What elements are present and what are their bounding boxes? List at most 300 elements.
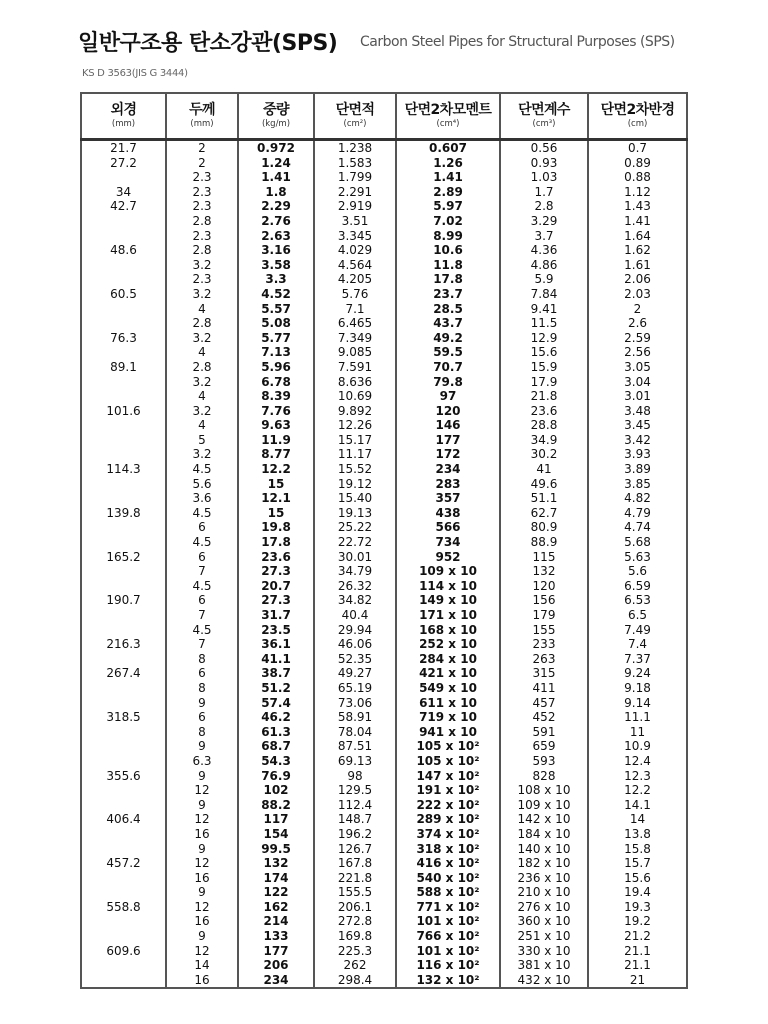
radius-cell: 12.4 [588,754,687,769]
weight-cell: 54.3 [238,754,314,769]
area-cell: 30.01 [314,550,396,565]
area-cell: 225.3 [314,944,396,959]
radius-cell: 3.89 [588,462,687,477]
table-row [81,842,687,857]
area-cell: 69.13 [314,754,396,769]
moment-cell: 611 x 10 [396,696,500,711]
radius-cell: 6.5 [588,608,687,623]
modulus-cell: 15.6 [500,345,588,360]
thickness-cell: 9 [166,769,238,784]
moment-cell: 2.89 [396,185,500,200]
thickness-cell: 3.2 [166,331,238,346]
radius-cell: 12.3 [588,769,687,784]
table-row [81,739,687,754]
outer-diameter-cell [81,623,166,638]
weight-cell: 27.3 [238,593,314,608]
weight-cell: 133 [238,929,314,944]
moment-cell: 191 x 10² [396,783,500,798]
weight-cell: 23.5 [238,623,314,638]
radius-cell: 1.62 [588,243,687,258]
table-row [81,958,687,973]
table-row [81,389,687,404]
table-body [81,140,687,989]
outer-diameter-cell [81,491,166,506]
radius-cell: 9.24 [588,666,687,681]
thickness-cell: 3.2 [166,287,238,302]
weight-cell: 68.7 [238,739,314,754]
moment-cell: 105 x 10² [396,754,500,769]
moment-cell: 105 x 10² [396,739,500,754]
modulus-cell: 236 x 10 [500,871,588,886]
area-cell: 221.8 [314,871,396,886]
moment-cell: 132 x 10² [396,973,500,989]
outer-diameter-cell [81,725,166,740]
table-row [81,593,687,608]
modulus-cell: 251 x 10 [500,929,588,944]
modulus-cell: 381 x 10 [500,958,588,973]
moment-cell: 252 x 10 [396,637,500,652]
modulus-cell: 51.1 [500,491,588,506]
moment-cell: 177 [396,433,500,448]
thickness-cell: 9 [166,885,238,900]
weight-cell: 2.29 [238,199,314,214]
moment-cell: 374 x 10² [396,827,500,842]
radius-cell: 2.06 [588,272,687,287]
moment-cell: 283 [396,477,500,492]
table-row [81,710,687,725]
weight-cell: 6.78 [238,375,314,390]
area-cell: 3.51 [314,214,396,229]
moment-cell: 234 [396,462,500,477]
outer-diameter-cell [81,520,166,535]
outer-diameter-cell: 318.5 [81,710,166,725]
header-moment-of-inertia: 단면2차모멘트 (cm⁴) [396,93,500,140]
modulus-cell: 4.36 [500,243,588,258]
moment-cell: 101 x 10² [396,914,500,929]
moment-cell: 49.2 [396,331,500,346]
moment-cell: 357 [396,491,500,506]
table-row [81,871,687,886]
weight-cell: 17.8 [238,535,314,550]
thickness-cell: 3.2 [166,258,238,273]
thickness-cell: 12 [166,812,238,827]
modulus-cell: 12.9 [500,331,588,346]
thickness-cell: 8 [166,652,238,667]
modulus-cell: 330 x 10 [500,944,588,959]
area-cell: 15.17 [314,433,396,448]
thickness-cell: 9 [166,842,238,857]
thickness-cell: 2.3 [166,229,238,244]
modulus-cell: 179 [500,608,588,623]
area-cell: 10.69 [314,389,396,404]
radius-cell: 3.42 [588,433,687,448]
moment-cell: 284 x 10 [396,652,500,667]
moment-cell: 171 x 10 [396,608,500,623]
area-cell: 26.32 [314,579,396,594]
modulus-cell: 140 x 10 [500,842,588,857]
outer-diameter-cell [81,754,166,769]
radius-cell: 3.05 [588,360,687,375]
radius-cell: 4.82 [588,491,687,506]
moment-cell: 146 [396,418,500,433]
radius-cell: 15.6 [588,871,687,886]
area-cell: 9.892 [314,404,396,419]
weight-cell: 4.52 [238,287,314,302]
radius-cell: 7.49 [588,623,687,638]
weight-cell: 61.3 [238,725,314,740]
weight-cell: 117 [238,812,314,827]
thickness-cell: 4 [166,302,238,317]
modulus-cell: 457 [500,696,588,711]
radius-cell: 0.7 [588,140,687,156]
area-cell: 34.82 [314,593,396,608]
weight-cell: 76.9 [238,769,314,784]
weight-cell: 3.58 [238,258,314,273]
table-row [81,564,687,579]
modulus-cell: 5.9 [500,272,588,287]
thickness-cell: 16 [166,827,238,842]
thickness-cell: 9 [166,739,238,754]
moment-cell: 289 x 10² [396,812,500,827]
thickness-cell: 4.5 [166,462,238,477]
outer-diameter-cell: 216.3 [81,637,166,652]
area-cell: 126.7 [314,842,396,857]
thickness-cell: 8 [166,725,238,740]
area-cell: 7.591 [314,360,396,375]
outer-diameter-cell [81,564,166,579]
moment-cell: 1.26 [396,156,500,171]
area-cell: 73.06 [314,696,396,711]
thickness-cell: 14 [166,958,238,973]
table-row [81,360,687,375]
radius-cell: 2.6 [588,316,687,331]
thickness-cell: 7 [166,637,238,652]
modulus-cell: 432 x 10 [500,973,588,989]
area-cell: 167.8 [314,856,396,871]
thickness-cell: 4 [166,418,238,433]
modulus-cell: 3.29 [500,214,588,229]
weight-cell: 2.63 [238,229,314,244]
radius-cell: 5.68 [588,535,687,550]
moment-cell: 1.41 [396,170,500,185]
modulus-cell: 2.8 [500,199,588,214]
table-row [81,652,687,667]
table-row [81,929,687,944]
table-row [81,229,687,244]
thickness-cell: 16 [166,914,238,929]
radius-cell: 3.01 [588,389,687,404]
outer-diameter-cell [81,973,166,989]
thickness-cell: 2.8 [166,316,238,331]
outer-diameter-cell [81,579,166,594]
moment-cell: 318 x 10² [396,842,500,857]
outer-diameter-cell [81,681,166,696]
modulus-cell: 41 [500,462,588,477]
moment-cell: 11.8 [396,258,500,273]
moment-cell: 149 x 10 [396,593,500,608]
radius-cell: 7.37 [588,652,687,667]
outer-diameter-cell: 406.4 [81,812,166,827]
table-row [81,914,687,929]
thickness-cell: 2.3 [166,185,238,200]
weight-cell: 154 [238,827,314,842]
modulus-cell: 132 [500,564,588,579]
radius-cell: 3.93 [588,447,687,462]
table-row [81,696,687,711]
moment-cell: 7.02 [396,214,500,229]
outer-diameter-cell: 558.8 [81,900,166,915]
modulus-cell: 3.7 [500,229,588,244]
table-row [81,550,687,565]
outer-diameter-cell [81,214,166,229]
outer-diameter-cell: 42.7 [81,199,166,214]
area-cell: 98 [314,769,396,784]
area-cell: 40.4 [314,608,396,623]
table-row [81,535,687,550]
area-cell: 34.79 [314,564,396,579]
radius-cell: 2.03 [588,287,687,302]
area-cell: 19.12 [314,477,396,492]
moment-cell: 588 x 10² [396,885,500,900]
weight-cell: 1.24 [238,156,314,171]
thickness-cell: 4.5 [166,623,238,638]
moment-cell: 17.8 [396,272,500,287]
moment-cell: 766 x 10² [396,929,500,944]
moment-cell: 549 x 10 [396,681,500,696]
outer-diameter-cell: 48.6 [81,243,166,258]
radius-cell: 3.04 [588,375,687,390]
moment-cell: 168 x 10 [396,623,500,638]
moment-cell: 43.7 [396,316,500,331]
area-cell: 1.799 [314,170,396,185]
moment-cell: 771 x 10² [396,900,500,915]
radius-cell: 11 [588,725,687,740]
outer-diameter-cell [81,914,166,929]
area-cell: 19.13 [314,506,396,521]
table-header-row [81,93,687,140]
modulus-cell: 315 [500,666,588,681]
thickness-cell: 2.3 [166,272,238,287]
radius-cell: 6.53 [588,593,687,608]
header-weight: 중량 (kg/m) [238,93,314,140]
radius-cell: 5.63 [588,550,687,565]
weight-cell: 0.972 [238,140,314,156]
outer-diameter-cell [81,433,166,448]
weight-cell: 206 [238,958,314,973]
outer-diameter-cell [81,871,166,886]
radius-cell: 1.64 [588,229,687,244]
modulus-cell: 142 x 10 [500,812,588,827]
weight-cell: 7.13 [238,345,314,360]
standard-reference: KS D 3563(JIS G 3444) [82,68,188,79]
outer-diameter-cell: 267.4 [81,666,166,681]
radius-cell: 19.2 [588,914,687,929]
thickness-cell: 12 [166,944,238,959]
radius-cell: 6.59 [588,579,687,594]
outer-diameter-cell: 27.2 [81,156,166,171]
radius-cell: 1.61 [588,258,687,273]
radius-cell: 3.48 [588,404,687,419]
modulus-cell: 23.6 [500,404,588,419]
area-cell: 129.5 [314,783,396,798]
area-cell: 196.2 [314,827,396,842]
thickness-cell: 7 [166,608,238,623]
weight-cell: 41.1 [238,652,314,667]
table-row [81,243,687,258]
modulus-cell: 156 [500,593,588,608]
weight-cell: 162 [238,900,314,915]
area-cell: 7.349 [314,331,396,346]
outer-diameter-cell: 457.2 [81,856,166,871]
thickness-cell: 9 [166,696,238,711]
moment-cell: 8.99 [396,229,500,244]
area-cell: 4.205 [314,272,396,287]
weight-cell: 234 [238,973,314,989]
outer-diameter-cell [81,929,166,944]
thickness-cell: 3.6 [166,491,238,506]
modulus-cell: 263 [500,652,588,667]
weight-cell: 31.7 [238,608,314,623]
outer-diameter-cell [81,696,166,711]
moment-cell: 941 x 10 [396,725,500,740]
area-cell: 8.636 [314,375,396,390]
table-row [81,798,687,813]
moment-cell: 114 x 10 [396,579,500,594]
table-row [81,754,687,769]
area-cell: 155.5 [314,885,396,900]
outer-diameter-cell [81,798,166,813]
moment-cell: 109 x 10 [396,564,500,579]
table-row [81,973,687,989]
moment-cell: 416 x 10² [396,856,500,871]
outer-diameter-cell [81,316,166,331]
modulus-cell: 452 [500,710,588,725]
moment-cell: 101 x 10² [396,944,500,959]
modulus-cell: 21.8 [500,389,588,404]
outer-diameter-cell [81,958,166,973]
thickness-cell: 3.2 [166,404,238,419]
weight-cell: 5.96 [238,360,314,375]
moment-cell: 5.97 [396,199,500,214]
table-row [81,170,687,185]
outer-diameter-cell [81,375,166,390]
outer-diameter-cell: 190.7 [81,593,166,608]
radius-cell: 21.2 [588,929,687,944]
moment-cell: 59.5 [396,345,500,360]
outer-diameter-cell [81,389,166,404]
outer-diameter-cell [81,258,166,273]
table-row [81,345,687,360]
table-row [81,666,687,681]
modulus-cell: 210 x 10 [500,885,588,900]
thickness-cell: 3.2 [166,375,238,390]
radius-cell: 15.7 [588,856,687,871]
weight-cell: 1.8 [238,185,314,200]
weight-cell: 36.1 [238,637,314,652]
modulus-cell: 411 [500,681,588,696]
outer-diameter-cell: 34 [81,185,166,200]
weight-cell: 5.77 [238,331,314,346]
table-row [81,623,687,638]
area-cell: 15.52 [314,462,396,477]
area-cell: 112.4 [314,798,396,813]
outer-diameter-cell [81,229,166,244]
table-row [81,404,687,419]
thickness-cell: 2 [166,140,238,156]
outer-diameter-cell: 76.3 [81,331,166,346]
radius-cell: 0.88 [588,170,687,185]
outer-diameter-cell [81,272,166,287]
radius-cell: 15.8 [588,842,687,857]
area-cell: 49.27 [314,666,396,681]
radius-cell: 7.4 [588,637,687,652]
table-row [81,900,687,915]
outer-diameter-cell [81,447,166,462]
radius-cell: 21.1 [588,944,687,959]
radius-cell: 12.2 [588,783,687,798]
modulus-cell: 276 x 10 [500,900,588,915]
outer-diameter-cell: 60.5 [81,287,166,302]
moment-cell: 97 [396,389,500,404]
moment-cell: 28.5 [396,302,500,317]
weight-cell: 15 [238,506,314,521]
table-row [81,302,687,317]
radius-cell: 1.12 [588,185,687,200]
table-row [81,316,687,331]
radius-cell: 9.14 [588,696,687,711]
thickness-cell: 5 [166,433,238,448]
page-title: 일반구조용 탄소강관(SPS) [78,31,338,56]
thickness-cell: 4.5 [166,535,238,550]
weight-cell: 88.2 [238,798,314,813]
table-row [81,491,687,506]
thickness-cell: 2.3 [166,170,238,185]
modulus-cell: 30.2 [500,447,588,462]
outer-diameter-cell [81,345,166,360]
table-row [81,520,687,535]
table-row [81,214,687,229]
moment-cell: 79.8 [396,375,500,390]
weight-cell: 11.9 [238,433,314,448]
modulus-cell: 0.93 [500,156,588,171]
modulus-cell: 828 [500,769,588,784]
outer-diameter-cell [81,842,166,857]
weight-cell: 8.77 [238,447,314,462]
header-sectional-area: 단면적 (cm²) [314,93,396,140]
moment-cell: 116 x 10² [396,958,500,973]
table-row [81,185,687,200]
weight-cell: 214 [238,914,314,929]
table-row [81,783,687,798]
moment-cell: 10.6 [396,243,500,258]
modulus-cell: 62.7 [500,506,588,521]
weight-cell: 38.7 [238,666,314,681]
table-row [81,885,687,900]
radius-cell: 0.89 [588,156,687,171]
modulus-cell: 88.9 [500,535,588,550]
area-cell: 262 [314,958,396,973]
page-subtitle: Carbon Steel Pipes for Structural Purposes (SPS) [360,34,675,50]
thickness-cell: 2.8 [166,214,238,229]
table-row [81,287,687,302]
thickness-cell: 5.6 [166,477,238,492]
modulus-cell: 11.5 [500,316,588,331]
outer-diameter-cell: 139.8 [81,506,166,521]
area-cell: 5.76 [314,287,396,302]
outer-diameter-cell [81,827,166,842]
radius-cell: 2 [588,302,687,317]
moment-cell: 540 x 10² [396,871,500,886]
